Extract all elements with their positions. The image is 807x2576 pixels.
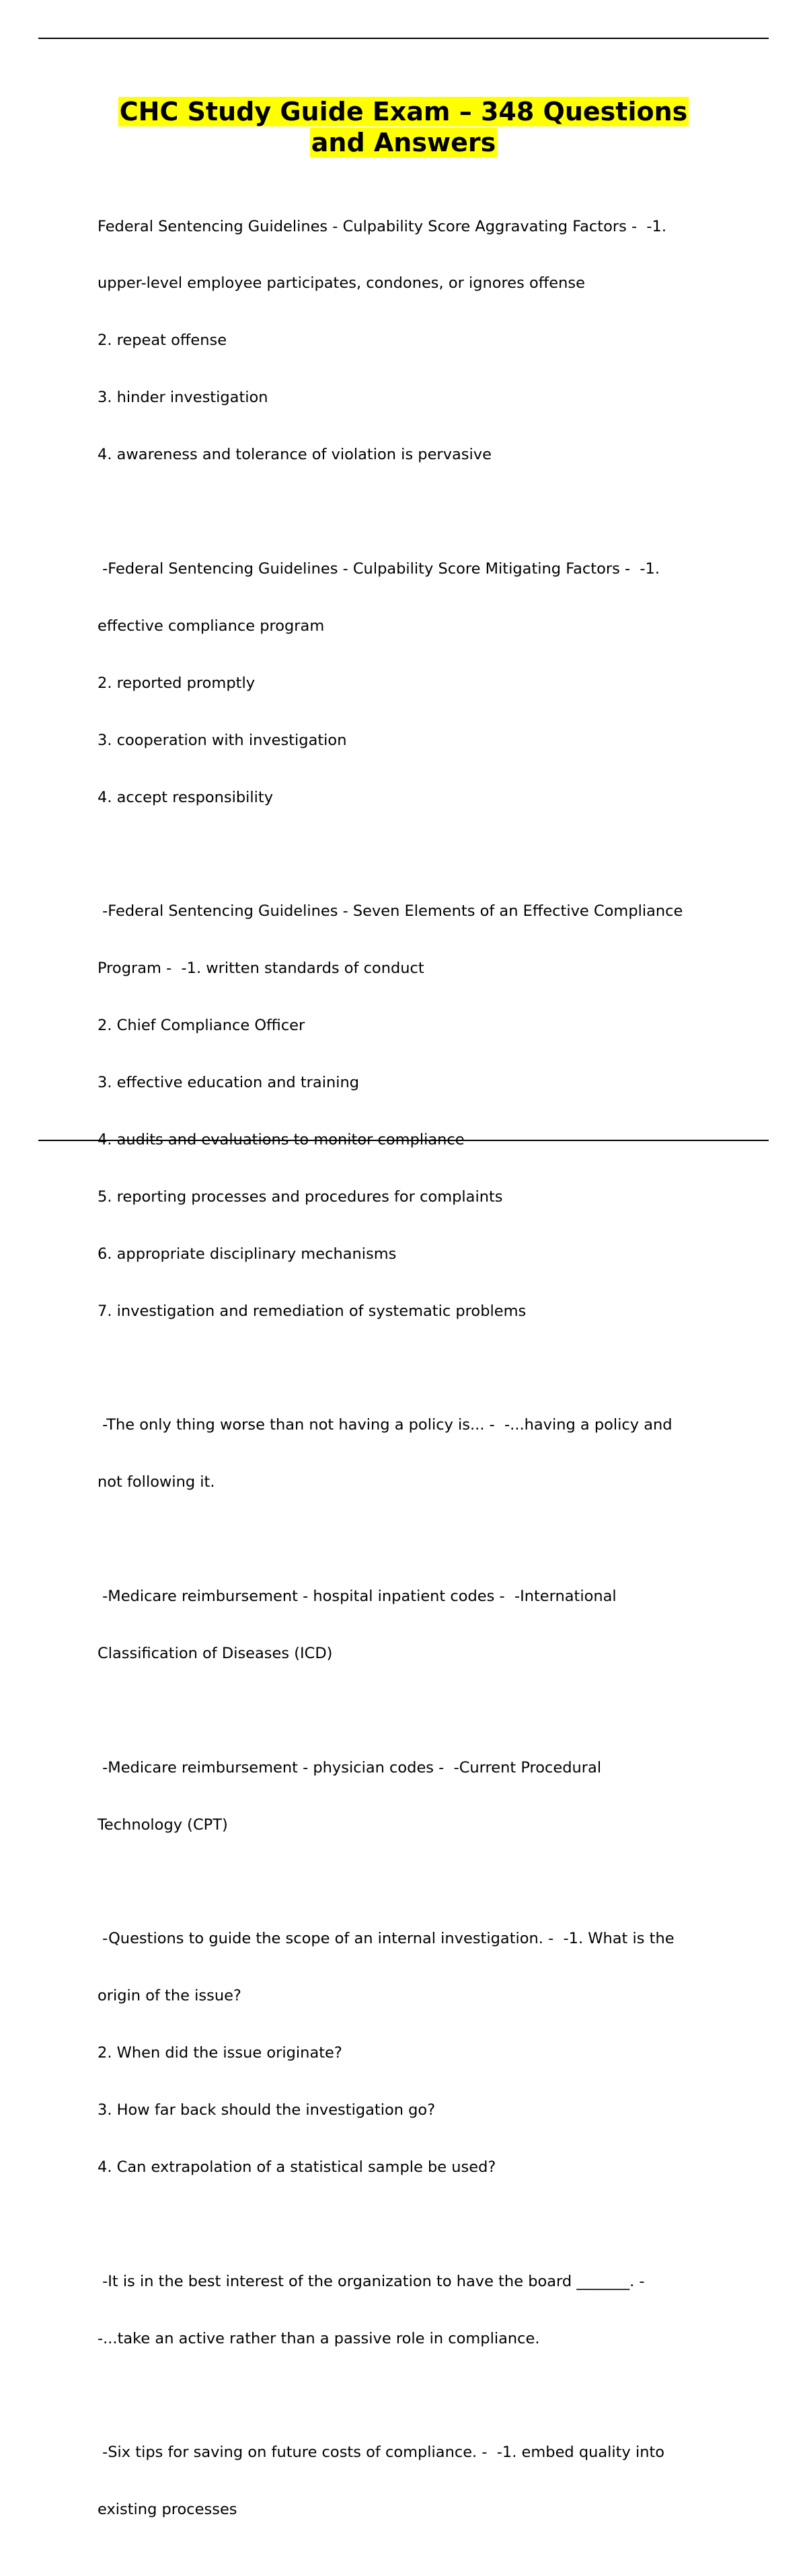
qa-entry-aggravating-factors [98,179,743,502]
qa-entry-seven-elements [98,864,743,1359]
qa-entry-mitigating-factors [98,521,743,845]
entry-line: 5. reporting processes and procedures for complaints [98,1187,503,1206]
entry-line: 4. audits and evaluations to monitor compliance [98,1130,465,1148]
entry-line: effective compliance program [98,617,325,635]
document-title [67,96,740,158]
qa-entry-board-role [98,2234,743,2386]
entry-line: -Federal Sentencing Guidelines - Culpability Score Mitigating Factors - -1. [98,559,660,578]
qa-entry-physician-codes [98,1720,743,1872]
entry-line: 4. awareness and tolerance of violation is pervasive [98,446,492,464]
entry-line: -...take an active rather than a passive role in compliance. [98,2329,540,2347]
entry-line: -Six tips for saving on future costs of compliance. - -1. embed quality into [98,2444,665,2462]
entry-line: not following it. [98,1473,215,1491]
entry-line: -Questions to guide the scope of an internal investigation. - -1. What is the [98,1930,675,1948]
qa-entry-investigation-scope [98,1891,743,2215]
entry-line: 2. When did the issue originate? [98,2044,342,2062]
entry-line: Program - -1. written standards of conduct [98,960,424,978]
entry-line: upper-level employee participates, condones, or ignores offense [98,274,585,292]
entry-line: 3. effective education and training [98,1073,360,1091]
entry-line: Classification of Diseases (ICD) [98,1644,333,1662]
study-guide-content [98,179,743,2576]
qa-entry-six-tips [98,2405,743,2557]
entry-line: -The only thing worse than not having a policy is... - -...having a policy and [98,1416,672,1434]
entry-line: 4. accept responsibility [98,788,274,806]
qa-entry-inpatient-codes [98,1549,743,1701]
entry-line: Federal Sentencing Guidelines - Culpability Score Aggravating Factors - -1. [98,217,666,235]
title-line-1: CHC Study Guide Exam – 348 Questions [119,97,688,126]
entry-line: Technology (CPT) [98,1816,228,1834]
entry-line: 2. repeat offense [98,331,227,350]
entry-line: 3. hinder investigation [98,389,268,407]
title-line-2: and Answers [311,128,496,157]
entry-line: -It is in the best interest of the organization to have the board _______. - [98,2272,645,2290]
footer-rule [38,1140,769,1141]
entry-line: 6. appropriate disciplinary mechanisms [98,1245,397,1263]
entry-line: -Medicare reimbursement - hospital inpatient codes - -International [98,1587,617,1605]
header-rule [38,38,769,39]
entry-line: origin of the issue? [98,1987,241,2005]
entry-line: -Medicare reimbursement - physician codes - -Current Procedural [98,1758,602,1777]
entry-line: 3. cooperation with investigation [98,731,347,749]
entry-line: -Federal Sentencing Guidelines - Seven Elements of an Effective Compliance [98,902,683,921]
entry-line: 2. reported promptly [98,674,256,692]
qa-entry-policy [98,1378,743,1530]
entry-line: 7. investigation and remediation of systematic problems [98,1302,527,1320]
entry-line: existing processes [98,2501,237,2519]
entry-line: 4. Can extrapolation of a statistical sample be used? [98,2158,496,2176]
entry-line: 2. Chief Compliance Officer [98,1017,305,1035]
entry-line: 3. How far back should the investigation go? [98,2101,436,2119]
